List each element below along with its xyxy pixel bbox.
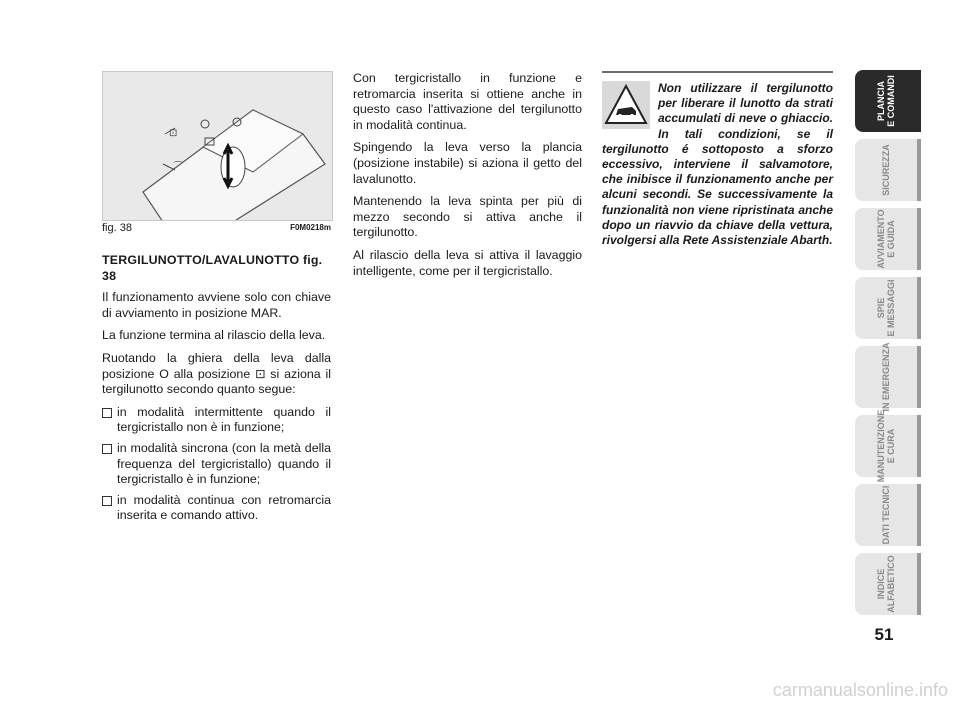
section-tabs: [855, 70, 917, 622]
paragraph: Mantenendo la leva spinta per più di mezzo secondo si attiva anche il tergilunotto.: [353, 194, 582, 240]
paragraph: Con tergicristallo in funzione e retromarcia inserita si ottiene anche in questo caso l'attivazione del tergilunotto in modalità continua.: [353, 71, 582, 132]
checkbox-bullet-icon: [102, 444, 112, 454]
bullet-item: in modalità intermittente quando il tergicristallo non è in funzione;: [102, 405, 331, 436]
paragraph: Spingendo la leva verso la plancia (posizione instabile) si aziona il getto del lavalunotto.: [353, 140, 582, 186]
page-number: 51: [874, 625, 894, 644]
watermark: carmanualsonline.info: [772, 680, 948, 700]
svg-text:⊡: ⊡: [169, 128, 178, 139]
tab-plancia-e-comandi[interactable]: PLANCIA E COMANDI: [855, 70, 921, 132]
checkbox-bullet-icon: [102, 496, 112, 506]
tab-manutenzione-e-cura[interactable]: MANUTENZIONE E CURA: [855, 415, 921, 477]
paragraph: Al rilascio della leva si attiva il lavaggio intelligente, come per il tergicristallo.: [353, 247, 582, 278]
paragraph: La funzione termina al rilascio della leva.: [102, 328, 326, 343]
bullet-item: in modalità sincrona (con la metà della frequenza del tergicristallo) quando il tergicristallo è in funzione;: [102, 441, 331, 488]
tab-avviamento-e-guida[interactable]: AVVIAMENTO E GUIDA: [855, 208, 921, 270]
column-1: [102, 253, 331, 529]
warning-car-icon: [602, 81, 650, 129]
checkbox-bullet-icon: [102, 408, 112, 418]
svg-text:⌒: ⌒: [173, 162, 183, 173]
tab-sicurezza[interactable]: SICUREZZA: [855, 139, 921, 201]
paragraph: Ruotando la ghiera della leva dalla posizione O alla posizione ⊡ si aziona il tergilunotto secondo quanto segue:: [102, 350, 331, 397]
warning-box: [602, 71, 833, 248]
tab-spie-e-messaggi[interactable]: SPIE E MESSAGGI: [855, 277, 921, 339]
section-heading: TERGILUNOTTO/LAVALUNOTTO fig. 38: [102, 253, 323, 283]
tab-indice-alfabetico[interactable]: INDICE ALFABETICO: [855, 553, 921, 615]
tab-dati-tecnici[interactable]: DATI TECNICI: [855, 484, 921, 546]
warning-text: Non utilizzare il tergilunotto per liberare il lunotto da strati accumulati di neve o ghiaccio. In tali condizioni, se il tergilunotto é sottoposto a sforzo eccessivo, interviene il salvamotore, che inibisce il funzionamento anche per alcuni secondi. Se successivamente la funzionalità non viene ripristinata anche dopo un riavvio da chiave della vettura, rivolgersi alla Rete Assistenziale Abarth.: [602, 81, 833, 248]
paragraph: Il funzionamento avviene solo con chiave di avviamento in posizione MAR.: [102, 290, 331, 320]
tab-in-emergenza[interactable]: IN EMERGENZA: [855, 346, 921, 408]
column-2: [353, 71, 582, 286]
figure-code: F0M0218m: [290, 223, 331, 232]
wiper-lever-illustration: [103, 72, 332, 220]
figure-caption: fig. 38: [102, 222, 132, 234]
figure-38-image: [102, 71, 333, 221]
bullet-item: in modalità continua con retromarcia inserita e comando attivo.: [102, 493, 331, 524]
